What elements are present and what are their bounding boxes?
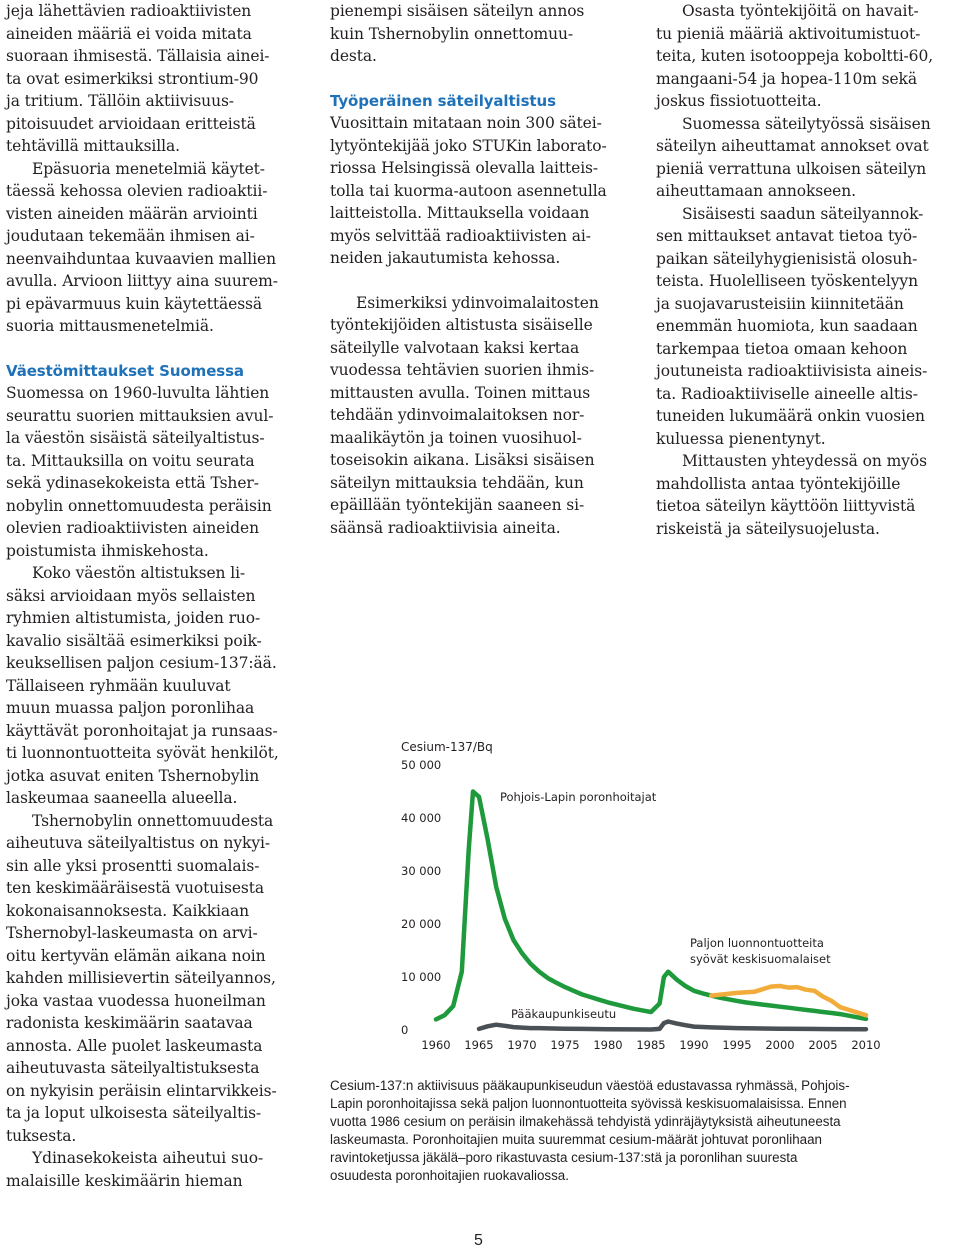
caption-line: laskeumasta. Poronhoitajien muita suuremmat cesium-määrät johtuvat poronlihaan — [330, 1132, 822, 1147]
caption-line: vuotta 1986 cesium on peräisin ilmakehässä tehdyistä ydinräjäytyksistä aiheutuneesta — [330, 1114, 841, 1129]
text-line: käyttävät poronhoitajat ja runsaas- — [6, 721, 278, 740]
text-line: säteilyn aiheuttamat annokset ovat — [656, 137, 929, 155]
paragraph-gap — [330, 270, 642, 292]
x-tick-label: 1980 — [593, 1038, 623, 1052]
text-line: kahden millisievertin säteilyannos, — [6, 969, 276, 987]
text-line: säteilyn mittauksia tehdään, kun — [330, 473, 584, 492]
text-line: tehtävillä mittauksilla. — [6, 137, 180, 155]
text-line: Tshernobylin onnettomuudesta — [32, 811, 274, 830]
text-line: Tshernobyl-laskeumasta on arvi- — [6, 924, 258, 942]
text-line: mangaani-54 ja hopea-110m sekä — [656, 69, 917, 88]
text-line: suoria mittausmenetelmiä. — [6, 317, 214, 335]
text-line: enemmän huomiota, kun saadaan — [656, 317, 918, 335]
text-line: tuksesta. — [6, 1126, 77, 1145]
text-line: ten keskimääräisestä vuotuisesta — [6, 879, 265, 897]
text-line: ja tritium. Tällöin aktiivisuus- — [6, 92, 234, 110]
text-line: jeja lähettävien radioaktiivisten — [6, 2, 252, 20]
y-tick-label: 10 000 — [401, 970, 442, 984]
text-line: aiheutuvasta säteilyaltistuksesta — [6, 1059, 260, 1077]
text-line: aiheutuva säteilyaltistus on nykyi- — [6, 834, 270, 852]
x-tick-label: 1970 — [507, 1038, 537, 1052]
text-line: aineiden määriä ei voida mitata — [6, 24, 252, 43]
text-line: laitteistolla. Mittauksella voidaan — [330, 204, 590, 222]
text-line: pieniä verrattuna ulkoisen säteilyn — [656, 159, 927, 178]
text-line: Epäsuoria menetelmiä käytet- — [32, 159, 265, 178]
x-tick-label: 1985 — [636, 1038, 666, 1052]
text-line: Suomessa säteilytyössä sisäisen — [682, 114, 931, 133]
y-tick-label: 40 000 — [401, 811, 442, 825]
text-line: vuodessa tehtävien suorien ihmis- — [330, 361, 595, 379]
text-line: Vuosittain mitataan noin 300 sätei- — [330, 114, 602, 132]
figure-caption — [330, 1077, 956, 1185]
text-line: visten aineiden määrän arviointi — [6, 204, 258, 223]
text-line: lytyöntekijää joko STUKin laborato- — [330, 136, 607, 155]
text-line: riossa Helsingissä olevalla laitteis- — [330, 159, 599, 177]
text-line: teista. Huolelliseen työskentelyyn — [656, 272, 918, 290]
text-line: säteilylle valvotaan kaksi kertaa — [330, 338, 580, 357]
text-line: Koko väestön altistuksen li- — [32, 564, 246, 582]
paragraph-gap — [330, 68, 642, 90]
text-line: kavalio sisältää esimerkiksi poik- — [6, 631, 262, 650]
text-line: ta. Radioaktiiviselle aineelle altis- — [656, 384, 918, 403]
text-line: täessä kehossa olevien radioaktii- — [6, 182, 268, 200]
text-line: neiden jakautumista kehossa. — [330, 249, 561, 267]
section-heading: Väestömittaukset Suomessa — [6, 361, 244, 380]
paragraph-gap — [6, 338, 306, 360]
text-line: pi epävarmuus kuin käytettäessä — [6, 294, 263, 313]
text-line: keuksellisen paljon cesium-137:ää. — [6, 654, 277, 672]
text-line: oitu kertyvän elämän aikana noin — [6, 946, 266, 965]
text-line: tehdään ydinvoimalaitoksen nor- — [330, 406, 585, 424]
text-line: neenvaihduntaa kuvaavien mallien — [6, 249, 276, 268]
y-tick-label: 20 000 — [401, 917, 442, 931]
text-line: ta ja loput ulkoisesta säteilyaltis- — [6, 1104, 262, 1122]
x-tick-label: 1965 — [464, 1038, 494, 1052]
x-tick-label: 2010 — [851, 1038, 881, 1052]
x-tick-label: 1995 — [722, 1038, 752, 1052]
text-line: jotka asuvat eniten Tshernobylin — [6, 766, 260, 785]
text-line: desta. — [330, 47, 377, 65]
text-line: nobylin onnettomuudesta peräisin — [6, 496, 272, 515]
text-line: joutuneista radioaktiivisista aineis- — [656, 362, 928, 380]
text-line: laskeumaa saaneella alueella. — [6, 789, 238, 807]
text-line: tarkempaa tietoa omaan kehoon — [656, 339, 908, 358]
text-line: avulla. Arvioon liittyy aina suurem- — [6, 272, 278, 290]
caption-line: ravintoketjussa jäkälä–poro rikastuvasta cesium-137:stä ja poronlihan suuresta — [330, 1150, 798, 1165]
text-line: epäillään työntekijän saaneen si- — [330, 496, 585, 514]
text-line: la väestön sisäistä säteilyaltistus- — [6, 429, 265, 447]
x-tick-label: 1975 — [550, 1038, 580, 1052]
text-line: pienempi sisäisen säteilyn annos — [330, 2, 585, 20]
y-tick-label: 30 000 — [401, 864, 442, 878]
chart-ylabel: Cesium-137/Bq — [401, 740, 493, 754]
text-line: malaisille keskimäärin hieman — [6, 1171, 243, 1190]
text-line: kuluessa pienentynyt. — [656, 429, 826, 448]
text-column-1 — [6, 0, 306, 1192]
text-line: sen mittaukset antavat tietoa työ- — [656, 227, 918, 245]
text-line: Tällaiseen ryhmään kuuluvat — [6, 676, 231, 695]
text-line: aiheuttamaan annokseen. — [656, 182, 856, 200]
series-reindeer-herders — [436, 792, 866, 1020]
text-line: pitoisuudet arvioidaan eritteistä — [6, 114, 256, 133]
text-line: ryhmien altistumista, joiden ruo- — [6, 609, 261, 627]
text-line: Osasta työntekijöitä on havait- — [682, 2, 919, 20]
annotation-capital-region: Pääkaupunkiseutu — [511, 1007, 617, 1021]
text-line: sekä ydinasekokeista että Tsher- — [6, 474, 259, 492]
text-line: myös selvittää radioaktiivisten ai- — [330, 226, 591, 245]
text-line: säänsä radioaktiivisia aineita. — [330, 518, 561, 537]
text-line: mahdollista antaa työntekijöille — [656, 474, 901, 493]
text-line: teita, kuten isotooppeja koboltti-60, — [656, 47, 934, 65]
cesium-chart — [396, 735, 886, 1065]
text-line: ta ovat esimerkiksi strontium-90 — [6, 69, 259, 88]
caption-line: osuudesta poronhoitajien ruokavaliossa. — [330, 1168, 569, 1183]
caption-line: Cesium-137:n aktiivisuus pääkaupunkiseudun väestöä edustavassa ryhmässä, Pohjois- — [330, 1078, 850, 1093]
text-line: toseisokin aikana. Lisäksi sisäisen — [330, 451, 595, 469]
text-line: sin alle yksi prosentti suomalais- — [6, 856, 260, 875]
text-line: radonista keskimäärin saatavaa — [6, 1014, 253, 1032]
x-tick-label: 2005 — [808, 1038, 838, 1052]
text-line: kuin Tshernobylin onnettomuu- — [330, 24, 574, 43]
caption-line: Lapin poronhoitajissa sekä paljon luonnontuotteita syövissä keskisuomalaisissa. Ennen — [330, 1096, 847, 1111]
page-number: 5 — [474, 1232, 483, 1249]
text-line: työntekijöiden altistusta sisäiselle — [330, 316, 593, 334]
text-line: Ydinasekokeista aiheutui suo- — [32, 1149, 264, 1167]
text-line: Sisäisesti saadun säteilyannok- — [682, 204, 924, 223]
text-line: muun muassa paljon poronlihaa — [6, 699, 255, 717]
text-line: ti luonnontuotteita syövät henkilöt, — [6, 744, 279, 762]
text-line: tietoa säteilyn käyttöön liittyvistä — [656, 497, 916, 515]
series-capital-region — [479, 1022, 866, 1030]
text-line: tuneiden lukumäärä onkin vuosien — [656, 407, 925, 425]
section-heading: Työperäinen säteilyaltistus — [330, 91, 556, 110]
text-line: Suomessa on 1960-luvulta lähtien — [6, 384, 270, 402]
text-line: joudutaan tekemään ihmisen ai- — [6, 227, 255, 245]
text-line: paikan säteilyhygienisistä olosuh- — [656, 249, 918, 268]
text-line: riskeistä ja säteilysuojelusta. — [656, 519, 880, 538]
text-line: seurattu suorien mittauksien avul- — [6, 406, 274, 425]
text-line: Mittausten yhteydessä on myös — [682, 452, 927, 470]
x-tick-label: 1990 — [679, 1038, 709, 1052]
x-tick-label: 2000 — [765, 1038, 795, 1052]
text-line: tu pieniä määriä aktivoitumistuot- — [656, 24, 921, 43]
text-line: suoraan ihmisestä. Tällaisia ainei- — [6, 47, 270, 65]
annotation-reindeer-herders: Pohjois-Lapin poronhoitajat — [500, 790, 657, 804]
text-column-3 — [656, 0, 956, 540]
text-line: poistumista ihmiskehosta. — [6, 541, 209, 560]
text-line: on nykyisin peräisin elintarvikkeis- — [6, 1081, 277, 1100]
y-tick-label: 0 — [401, 1023, 409, 1037]
text-line: säksi arvioidaan myös sellaisten — [6, 586, 256, 605]
x-tick-label: 1960 — [421, 1038, 451, 1052]
text-line: kokonaisannoksesta. Kaikkiaan — [6, 901, 250, 920]
y-tick-label: 50 000 — [401, 758, 442, 772]
text-line: annosta. Alle puolet laskeumasta — [6, 1036, 263, 1055]
text-line: Esimerkiksi ydinvoimalaitosten — [356, 293, 599, 312]
text-column-2 — [330, 0, 642, 539]
annotation-forest-food-line2: syövät keskisuomalaiset — [690, 952, 831, 966]
text-line: maalikäytön ja toinen vuosihuol- — [330, 428, 582, 447]
text-line: ta. Mittauksilla on voitu seurata — [6, 451, 255, 470]
text-line: olevien radioaktiivisten aineiden — [6, 519, 259, 537]
text-line: ja suojavarusteisiin kiinnitetään — [656, 294, 904, 313]
text-line: mittausten avulla. Toinen mittaus — [330, 383, 591, 402]
text-line: joskus fissiotuotteita. — [656, 92, 822, 110]
text-line: tolla tai kuorma-autoon asennetulla — [330, 181, 607, 200]
annotation-forest-food-line1: Paljon luonnontuotteita — [690, 936, 824, 950]
text-line: joka vastaa vuodessa huoneilman — [6, 991, 266, 1010]
